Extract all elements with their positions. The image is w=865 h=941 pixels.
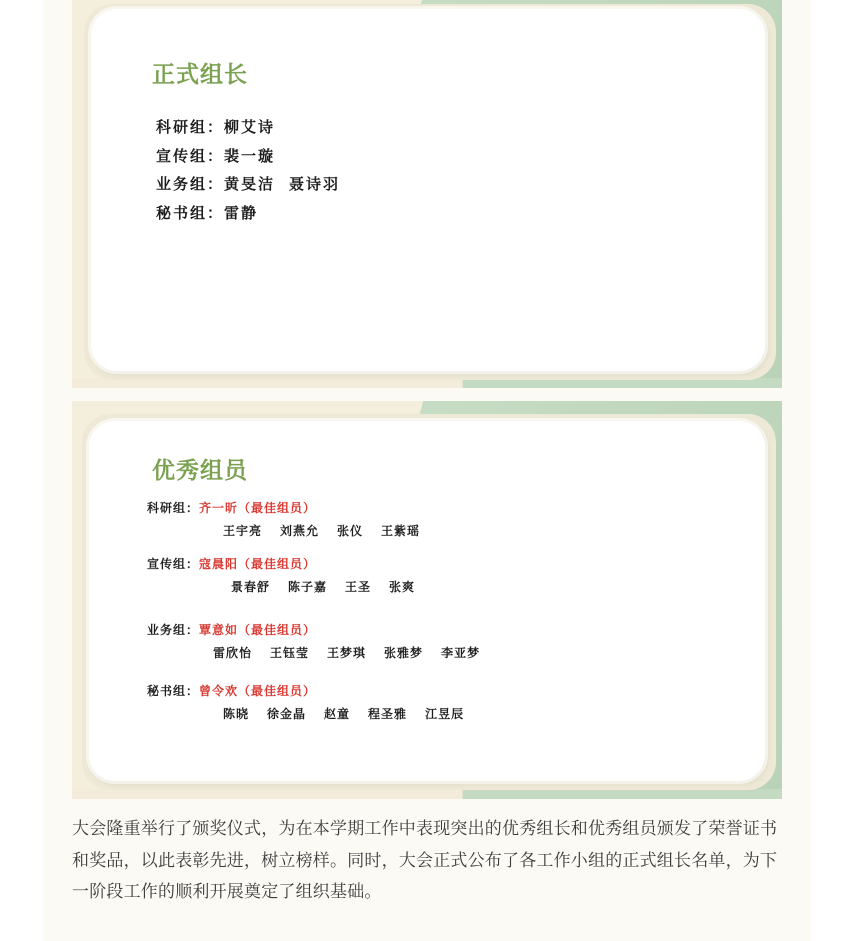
best-member: 覃意如（最佳组员）	[199, 623, 317, 637]
leader-name: 黄旻洁	[224, 175, 276, 193]
member-name: 江昱辰	[425, 707, 465, 721]
member-name: 景春舒	[231, 580, 271, 594]
member-name: 王圣	[345, 580, 372, 594]
group-label: 宣传组：	[156, 146, 225, 165]
member-name: 张爽	[389, 580, 416, 594]
member-name: 张雅梦	[384, 646, 424, 660]
member-group-publicity	[147, 555, 433, 595]
member-name: 王梦琪	[327, 646, 367, 660]
member-name: 雷欣怡	[213, 646, 253, 660]
leader-row-publicity	[156, 145, 354, 174]
article-paragraph: 大会隆重举行了颁奖仪式，为在本学期工作中表现突出的优秀组长和优秀组员颁发了荣誉证书和奖品，以此表彰先进，树立榜样。同时，大会正式公布了各工作小组的正式组长名单，为下一阶段工作的顺利开展奠定了组织基础。	[72, 819, 778, 902]
best-member: 寇晨阳（最佳组员）	[199, 557, 317, 571]
leader-row-business	[156, 173, 354, 202]
member-group-research	[147, 499, 438, 539]
member-group-secretary	[147, 682, 482, 722]
best-member: 曾令欢（最佳组员）	[199, 684, 317, 698]
group-label: 科研组：	[156, 118, 225, 136]
member-name: 程圣雅	[368, 707, 408, 721]
member-name: 王宇亮	[223, 524, 263, 538]
slide-bottom-strip	[72, 789, 782, 799]
leaders-slide-image	[72, 0, 782, 388]
group-label: 科研组：	[147, 501, 200, 515]
leaders-heading: 正式组长	[152, 62, 248, 88]
leader-name: 柳艾诗	[224, 118, 276, 136]
member-name: 陈晓	[223, 707, 250, 721]
member-name: 赵童	[324, 707, 351, 721]
leader-name: 雷静	[224, 203, 259, 222]
members-slide-image	[72, 401, 782, 799]
member-group-business	[147, 621, 498, 661]
member-name: 王紫瑶	[381, 524, 421, 538]
leaders-list	[156, 116, 354, 230]
leader-name: 聂诗羽	[289, 175, 341, 193]
group-label: 业务组：	[156, 175, 225, 193]
group-label: 秘书组：	[147, 684, 200, 698]
member-name: 刘燕允	[280, 524, 320, 538]
leader-row-secretary	[156, 202, 354, 231]
leader-name: 裴一璇	[224, 146, 276, 165]
member-name: 陈子嘉	[288, 580, 328, 594]
group-label: 业务组：	[147, 623, 200, 637]
group-label: 宣传组：	[147, 557, 200, 571]
member-name: 张仪	[337, 524, 364, 538]
leader-row-research	[156, 116, 354, 145]
best-member: 齐一昕（最佳组员）	[199, 501, 317, 515]
members-heading: 优秀组员	[152, 458, 248, 484]
member-name: 徐金晶	[267, 707, 307, 721]
group-label: 秘书组：	[156, 203, 225, 222]
slide-card	[89, 421, 765, 781]
slide-card	[91, 9, 765, 371]
member-name: 王钰莹	[270, 646, 310, 660]
member-name: 李亚梦	[441, 646, 481, 660]
